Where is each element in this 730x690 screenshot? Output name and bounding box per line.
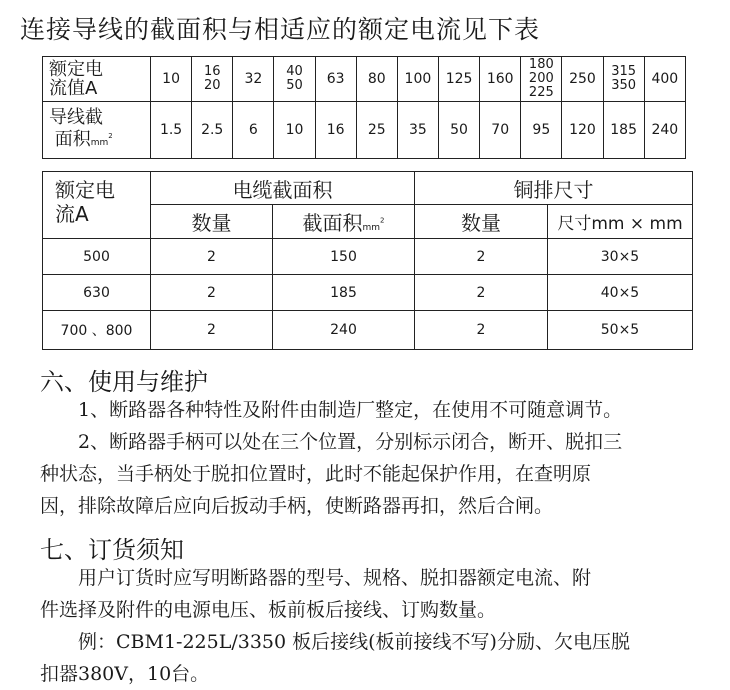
section-cell: 185 (603, 102, 644, 159)
current-cell: 400 (644, 57, 685, 102)
rated-current-header: 额定电 流A (43, 172, 151, 239)
copper-bar-header: 铜排尺寸 (415, 172, 693, 205)
current-cell: 160 (480, 57, 521, 102)
current-cell: 315 350 (603, 57, 644, 102)
section-cell: 10 (274, 102, 315, 159)
rated-current-table (42, 56, 686, 159)
section-6-body: 1、断路器各种特性及附件由制造厂整定，在使用不可随意调节。 2、断路器手柄可以处在三个位置，分别标示闭合，断开、脱扣三 种状态，当手柄处于脱扣位置时，此时不能起保护作用，在查明原 因，排除故障后应向后扳动手柄，使断路器再扣，然后合闸。 (40, 399, 623, 517)
section-cell: 35 (397, 102, 438, 159)
page-title: 连接导线的截面积与相适应的额定电流见下表 (20, 15, 541, 44)
current-cell: 16 20 (192, 57, 233, 102)
current-cell: 125 (438, 57, 479, 102)
cable-qty-header: 数量 (151, 205, 273, 239)
section-cell: 240 (644, 102, 685, 159)
section-cell: 2.5 (192, 102, 233, 159)
section-6-heading: 六、使用与维护 (40, 368, 208, 396)
section-cell: 120 (562, 102, 603, 159)
current-cell: 10 (151, 57, 192, 102)
current-row (43, 57, 686, 102)
table-row: 630 2 185 2 40×5 (43, 275, 693, 311)
section-7-body: 用户订货时应写明断路器的型号、规格、脱扣器额定电流、附 件选择及附件的电源电压、板前板后接线、订购数量。 例：CBM1-225L/3350 板后接线(板前接线不写)分励、欠电压脱 扣器380V，10台。 (40, 567, 630, 685)
section-7-heading: 七、订货须知 (40, 536, 184, 564)
current-cell: 180 200 225 (521, 57, 562, 102)
cable-section-header: 电缆截面积 (151, 172, 415, 205)
table-row: 500 2 150 2 30×5 (43, 239, 693, 275)
busbar-table (42, 171, 693, 350)
section-cell: 6 (233, 102, 274, 159)
current-cell: 250 (562, 57, 603, 102)
bar-qty-header: 数量 (415, 205, 548, 239)
current-cell: 63 (315, 57, 356, 102)
section-cell: 16 (315, 102, 356, 159)
cable-area-header: 截面积$mm^2$ (273, 205, 415, 239)
current-cell: 40 50 (274, 57, 315, 102)
section-cell: 95 (521, 102, 562, 159)
section-cell: 25 (356, 102, 397, 159)
current-row-header: 额定电 流值A (43, 57, 151, 102)
section-row (43, 102, 686, 159)
current-cell: 80 (356, 57, 397, 102)
section-cell: 1.5 (151, 102, 192, 159)
section-cell: 50 (438, 102, 479, 159)
table-row: 700 、800 2 240 2 50×5 (43, 311, 693, 350)
section-row-header: 导线截 面积$mm^2$ (43, 102, 151, 159)
bar-size-header: 尺寸mm × mm (548, 205, 693, 239)
section-cell: 70 (480, 102, 521, 159)
current-cell: 32 (233, 57, 274, 102)
busbar-header-row (43, 172, 693, 205)
current-cell: 100 (397, 57, 438, 102)
